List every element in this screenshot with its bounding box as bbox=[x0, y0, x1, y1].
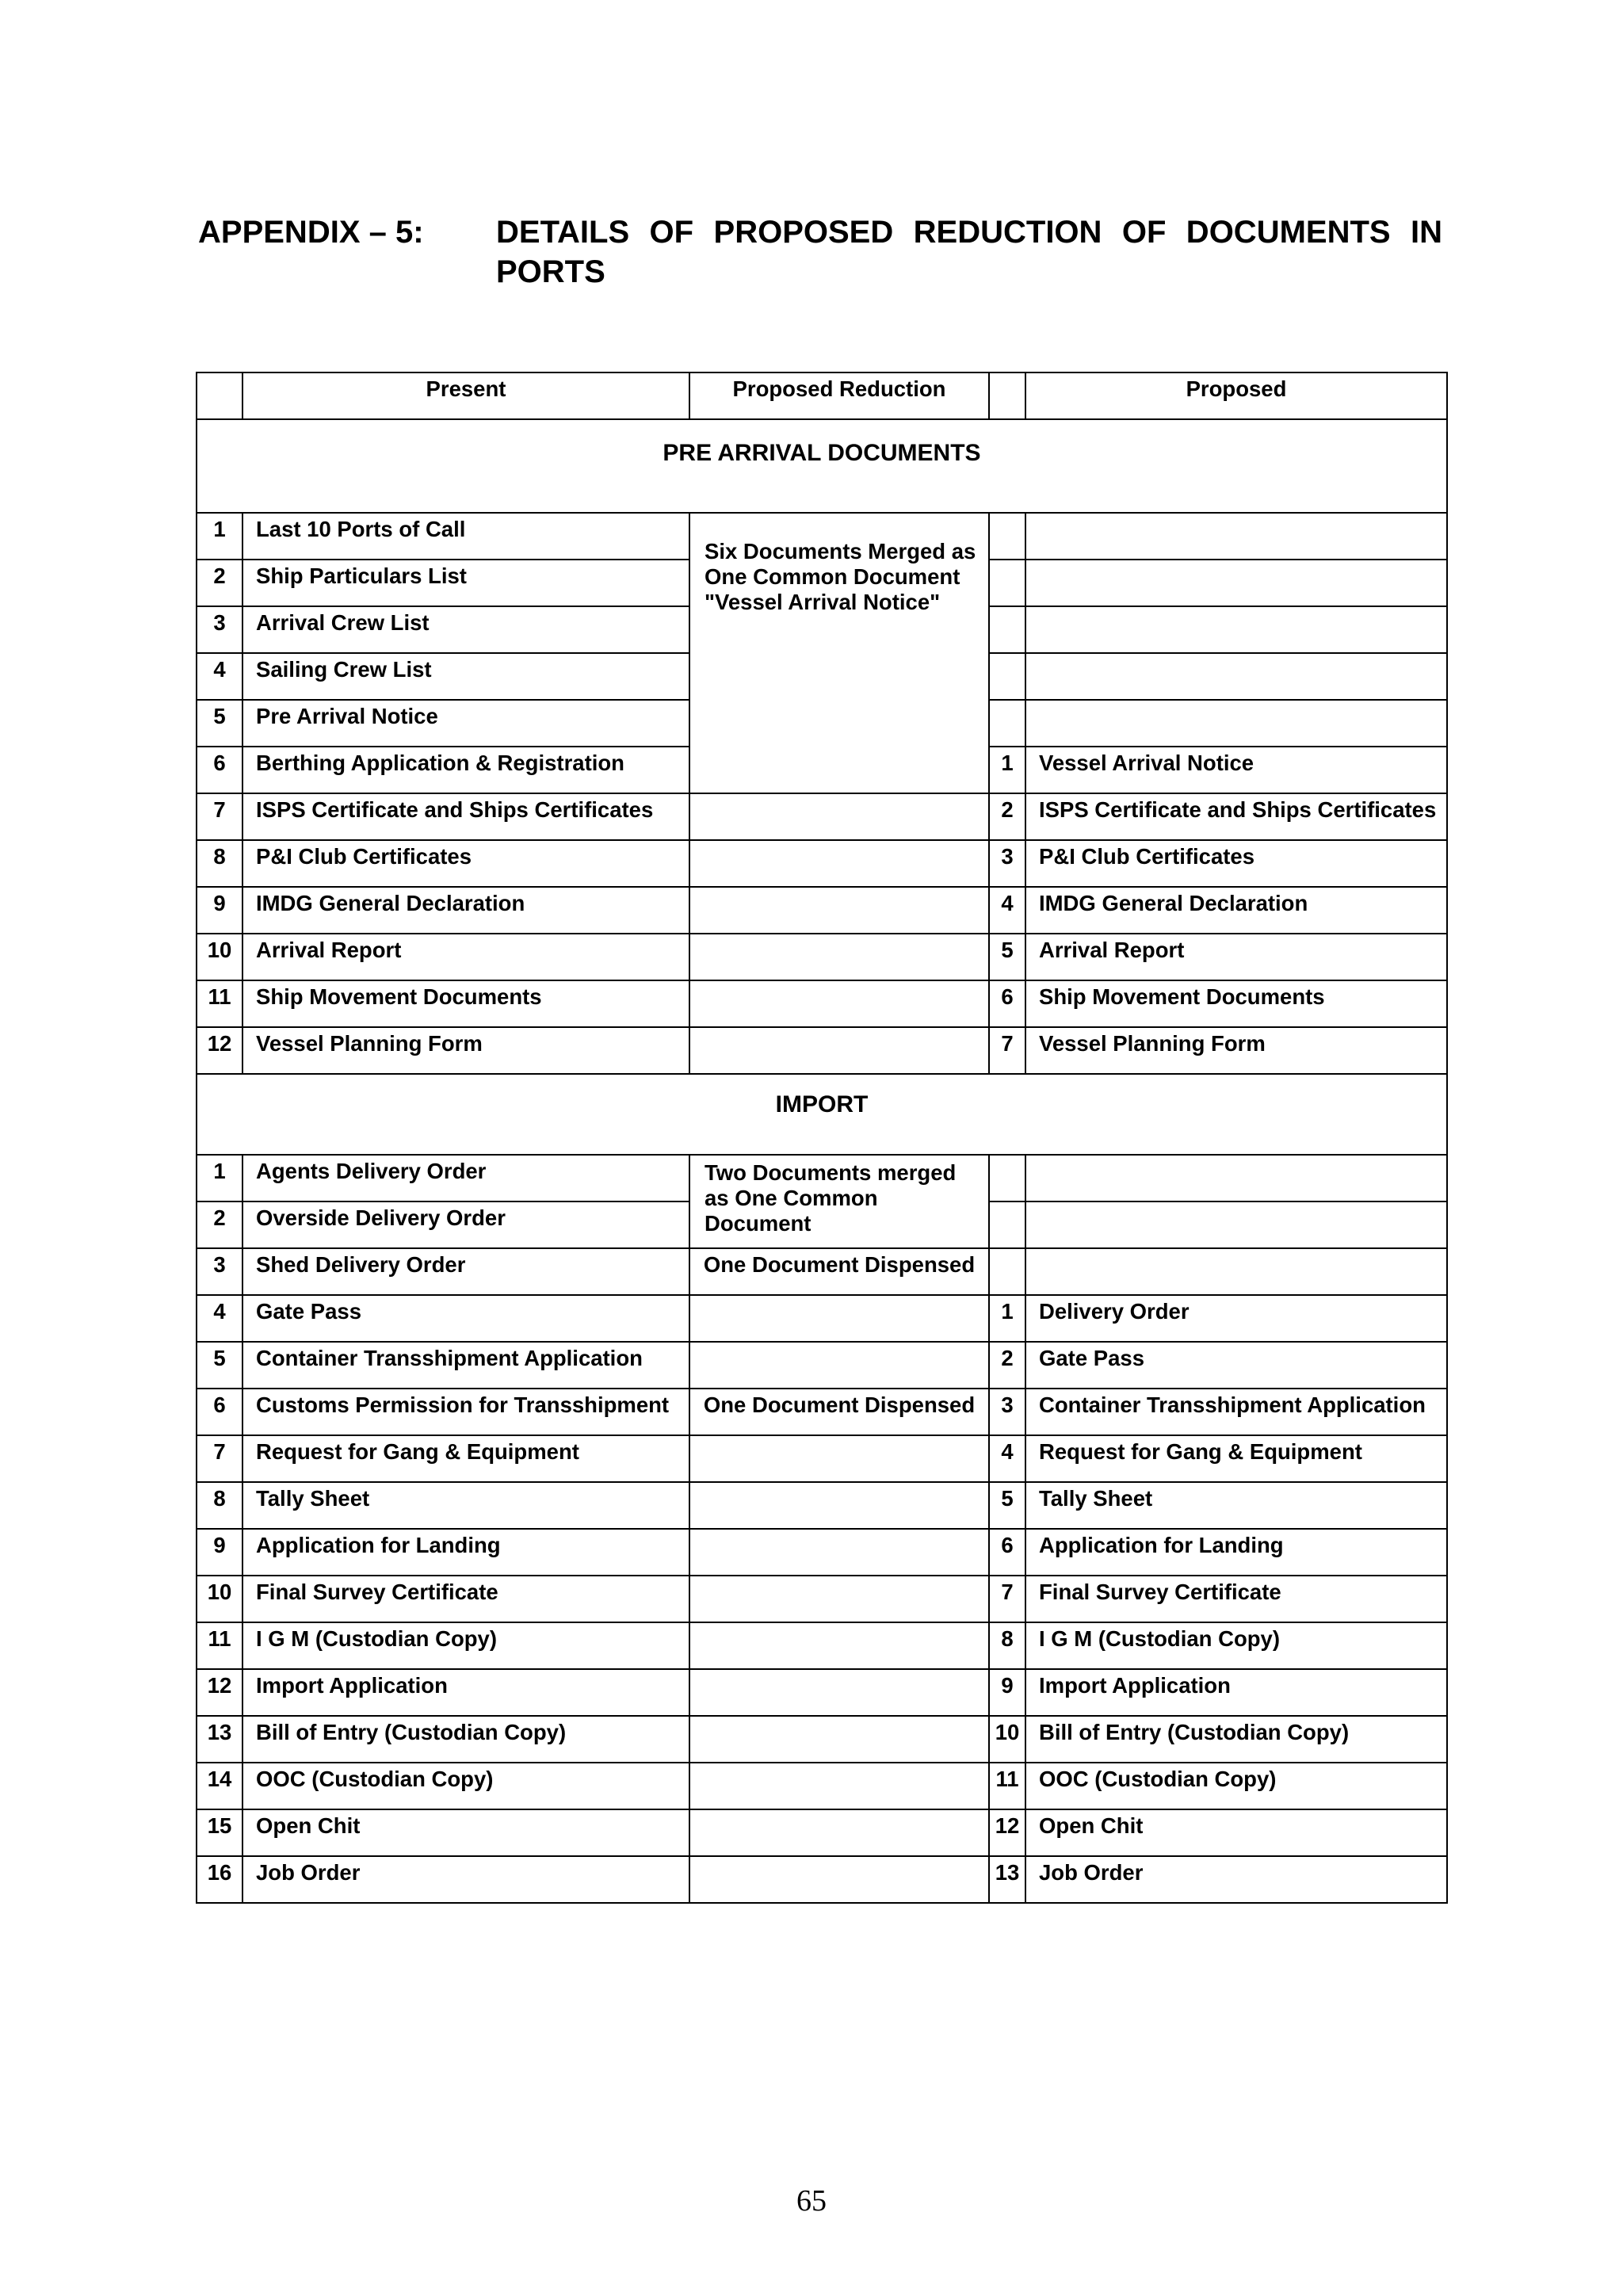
table-row bbox=[197, 1342, 1447, 1389]
present-document: P&I Club Certificates bbox=[242, 840, 689, 887]
table-row bbox=[197, 513, 1447, 560]
proposed-document bbox=[1025, 606, 1447, 653]
proposed-document: IMDG General Declaration bbox=[1025, 887, 1447, 934]
proposed-reduction bbox=[689, 1529, 989, 1576]
present-document: OOC (Custodian Copy) bbox=[242, 1763, 689, 1809]
section-row-import bbox=[197, 1074, 1447, 1155]
present-document: Open Chit bbox=[242, 1809, 689, 1856]
merge-note-six-documents: Six Documents Merged as One Common Document "Vessel Arrival Notice" bbox=[689, 513, 989, 793]
table-row bbox=[197, 1482, 1447, 1529]
proposed-document bbox=[1025, 560, 1447, 606]
proposed-number: 3 bbox=[989, 840, 1025, 887]
page-number: 65 bbox=[796, 2184, 827, 2218]
header-number-cell bbox=[197, 372, 242, 419]
table-row bbox=[197, 1856, 1447, 1903]
present-document: Ship Particulars List bbox=[242, 560, 689, 606]
table-row bbox=[197, 980, 1447, 1027]
proposed-reduction bbox=[689, 1809, 989, 1856]
proposed-reduction: One Document Dispensed bbox=[689, 1248, 989, 1295]
proposed-document: Application for Landing bbox=[1025, 1529, 1447, 1576]
row-number: 11 bbox=[197, 980, 242, 1027]
row-number: 2 bbox=[197, 1201, 242, 1248]
proposed-document: Request for Gang & Equipment bbox=[1025, 1435, 1447, 1482]
row-number: 5 bbox=[197, 700, 242, 747]
row-number: 1 bbox=[197, 513, 242, 560]
table-row bbox=[197, 840, 1447, 887]
proposed-document: Arrival Report bbox=[1025, 934, 1447, 980]
present-document: Customs Permission for Transshipment bbox=[242, 1389, 689, 1435]
row-number: 1 bbox=[197, 1155, 242, 1201]
proposed-number bbox=[989, 560, 1025, 606]
row-number: 3 bbox=[197, 1248, 242, 1295]
header-proposed-reduction: Proposed Reduction bbox=[689, 372, 989, 419]
proposed-number: 10 bbox=[989, 1716, 1025, 1763]
table-row bbox=[197, 1295, 1447, 1342]
proposed-number bbox=[989, 1155, 1025, 1201]
present-document: Berthing Application & Registration bbox=[242, 747, 689, 793]
proposed-document: Tally Sheet bbox=[1025, 1482, 1447, 1529]
row-number: 10 bbox=[197, 1576, 242, 1622]
row-number: 8 bbox=[197, 840, 242, 887]
proposed-reduction bbox=[689, 1576, 989, 1622]
present-document: ISPS Certificate and Ships Certificates bbox=[242, 793, 689, 840]
table-row bbox=[197, 1248, 1447, 1295]
row-number: 4 bbox=[197, 1295, 242, 1342]
present-document: Bill of Entry (Custodian Copy) bbox=[242, 1716, 689, 1763]
table-row bbox=[197, 1576, 1447, 1622]
proposed-document bbox=[1025, 1248, 1447, 1295]
proposed-document: Ship Movement Documents bbox=[1025, 980, 1447, 1027]
proposed-reduction bbox=[689, 1669, 989, 1716]
table-row bbox=[197, 1763, 1447, 1809]
row-number: 3 bbox=[197, 606, 242, 653]
proposed-document: Final Survey Certificate bbox=[1025, 1576, 1447, 1622]
row-number: 4 bbox=[197, 653, 242, 700]
table-row bbox=[197, 1389, 1447, 1435]
proposed-reduction bbox=[689, 1435, 989, 1482]
proposed-number bbox=[989, 1201, 1025, 1248]
proposed-reduction bbox=[689, 1027, 989, 1074]
row-number: 12 bbox=[197, 1669, 242, 1716]
present-document: Import Application bbox=[242, 1669, 689, 1716]
row-number: 14 bbox=[197, 1763, 242, 1809]
proposed-document: Delivery Order bbox=[1025, 1295, 1447, 1342]
present-document: Container Transshipment Application bbox=[242, 1342, 689, 1389]
present-document: I G M (Custodian Copy) bbox=[242, 1622, 689, 1669]
proposed-number: 4 bbox=[989, 887, 1025, 934]
documents-table bbox=[196, 372, 1448, 1904]
row-number: 6 bbox=[197, 1389, 242, 1435]
proposed-number: 2 bbox=[989, 793, 1025, 840]
table-row bbox=[197, 1435, 1447, 1482]
proposed-reduction bbox=[689, 980, 989, 1027]
proposed-number bbox=[989, 653, 1025, 700]
header-present: Present bbox=[242, 372, 689, 419]
table-row bbox=[197, 1027, 1447, 1074]
present-document: Last 10 Ports of Call bbox=[242, 513, 689, 560]
proposed-document: I G M (Custodian Copy) bbox=[1025, 1622, 1447, 1669]
table-row bbox=[197, 934, 1447, 980]
proposed-document: Vessel Arrival Notice bbox=[1025, 747, 1447, 793]
proposed-number bbox=[989, 1248, 1025, 1295]
proposed-number: 8 bbox=[989, 1622, 1025, 1669]
proposed-reduction bbox=[689, 1342, 989, 1389]
row-number: 11 bbox=[197, 1622, 242, 1669]
section-row-pre_arrival bbox=[197, 419, 1447, 513]
row-number: 6 bbox=[197, 747, 242, 793]
proposed-document: OOC (Custodian Copy) bbox=[1025, 1763, 1447, 1809]
proposed-document: Vessel Planning Form bbox=[1025, 1027, 1447, 1074]
proposed-number: 12 bbox=[989, 1809, 1025, 1856]
proposed-reduction bbox=[689, 840, 989, 887]
table-row bbox=[197, 1622, 1447, 1669]
proposed-reduction bbox=[689, 793, 989, 840]
proposed-number bbox=[989, 513, 1025, 560]
proposed-number: 1 bbox=[989, 1295, 1025, 1342]
present-document: IMDG General Declaration bbox=[242, 887, 689, 934]
proposed-document bbox=[1025, 1201, 1447, 1248]
header-proposed: Proposed bbox=[1025, 372, 1447, 419]
section-title: PRE ARRIVAL DOCUMENTS bbox=[197, 419, 1447, 513]
proposed-number bbox=[989, 700, 1025, 747]
present-document: Overside Delivery Order bbox=[242, 1201, 689, 1248]
row-number: 7 bbox=[197, 793, 242, 840]
proposed-reduction bbox=[689, 1622, 989, 1669]
proposed-document bbox=[1025, 700, 1447, 747]
proposed-document: Gate Pass bbox=[1025, 1342, 1447, 1389]
proposed-reduction bbox=[689, 1482, 989, 1529]
proposed-number: 6 bbox=[989, 980, 1025, 1027]
proposed-number: 7 bbox=[989, 1576, 1025, 1622]
appendix-label: APPENDIX – 5: bbox=[198, 215, 424, 250]
row-number: 12 bbox=[197, 1027, 242, 1074]
present-document: Final Survey Certificate bbox=[242, 1576, 689, 1622]
section-title: IMPORT bbox=[197, 1074, 1447, 1155]
proposed-number: 5 bbox=[989, 1482, 1025, 1529]
proposed-reduction bbox=[689, 1856, 989, 1903]
table-row bbox=[197, 1716, 1447, 1763]
proposed-document: P&I Club Certificates bbox=[1025, 840, 1447, 887]
proposed-document bbox=[1025, 653, 1447, 700]
proposed-number bbox=[989, 606, 1025, 653]
proposed-number: 13 bbox=[989, 1856, 1025, 1903]
present-document: Application for Landing bbox=[242, 1529, 689, 1576]
proposed-document: Open Chit bbox=[1025, 1809, 1447, 1856]
proposed-document bbox=[1025, 513, 1447, 560]
proposed-document: Bill of Entry (Custodian Copy) bbox=[1025, 1716, 1447, 1763]
proposed-reduction bbox=[689, 887, 989, 934]
proposed-reduction: One Document Dispensed bbox=[689, 1389, 989, 1435]
present-document: Pre Arrival Notice bbox=[242, 700, 689, 747]
appendix-title: DETAILS OF PROPOSED REDUCTION OF DOCUMENTS IN PORTS bbox=[496, 215, 1442, 289]
proposed-number: 3 bbox=[989, 1389, 1025, 1435]
proposed-document: ISPS Certificate and Ships Certificates bbox=[1025, 793, 1447, 840]
present-document: Request for Gang & Equipment bbox=[242, 1435, 689, 1482]
table-row bbox=[197, 1809, 1447, 1856]
proposed-number: 1 bbox=[989, 747, 1025, 793]
proposed-number: 2 bbox=[989, 1342, 1025, 1389]
present-document: Tally Sheet bbox=[242, 1482, 689, 1529]
proposed-number: 11 bbox=[989, 1763, 1025, 1809]
proposed-number: 4 bbox=[989, 1435, 1025, 1482]
proposed-number: 5 bbox=[989, 934, 1025, 980]
proposed-number: 7 bbox=[989, 1027, 1025, 1074]
row-number: 5 bbox=[197, 1342, 242, 1389]
present-document: Agents Delivery Order bbox=[242, 1155, 689, 1201]
row-number: 16 bbox=[197, 1856, 242, 1903]
proposed-document bbox=[1025, 1155, 1447, 1201]
proposed-reduction bbox=[689, 934, 989, 980]
row-number: 13 bbox=[197, 1716, 242, 1763]
table-row bbox=[197, 793, 1447, 840]
row-number: 15 bbox=[197, 1809, 242, 1856]
present-document: Arrival Report bbox=[242, 934, 689, 980]
proposed-number: 6 bbox=[989, 1529, 1025, 1576]
proposed-document: Job Order bbox=[1025, 1856, 1447, 1903]
merge-note-two-documents: Two Documents merged as One Common Document bbox=[689, 1155, 989, 1248]
row-number: 2 bbox=[197, 560, 242, 606]
table-row bbox=[197, 1155, 1447, 1201]
proposed-reduction bbox=[689, 1763, 989, 1809]
proposed-document: Container Transshipment Application bbox=[1025, 1389, 1447, 1435]
table-row bbox=[197, 1529, 1447, 1576]
present-document: Ship Movement Documents bbox=[242, 980, 689, 1027]
table-row bbox=[197, 887, 1447, 934]
present-document: Job Order bbox=[242, 1856, 689, 1903]
present-document: Gate Pass bbox=[242, 1295, 689, 1342]
proposed-reduction bbox=[689, 1716, 989, 1763]
table-row bbox=[197, 1669, 1447, 1716]
header-row bbox=[197, 372, 1447, 419]
proposed-document: Import Application bbox=[1025, 1669, 1447, 1716]
proposed-number: 9 bbox=[989, 1669, 1025, 1716]
proposed-reduction bbox=[689, 1295, 989, 1342]
row-number: 7 bbox=[197, 1435, 242, 1482]
present-document: Shed Delivery Order bbox=[242, 1248, 689, 1295]
row-number: 8 bbox=[197, 1482, 242, 1529]
header-proposed-number-cell bbox=[989, 372, 1025, 419]
row-number: 9 bbox=[197, 887, 242, 934]
present-document: Vessel Planning Form bbox=[242, 1027, 689, 1074]
present-document: Arrival Crew List bbox=[242, 606, 689, 653]
row-number: 10 bbox=[197, 934, 242, 980]
present-document: Sailing Crew List bbox=[242, 653, 689, 700]
row-number: 9 bbox=[197, 1529, 242, 1576]
